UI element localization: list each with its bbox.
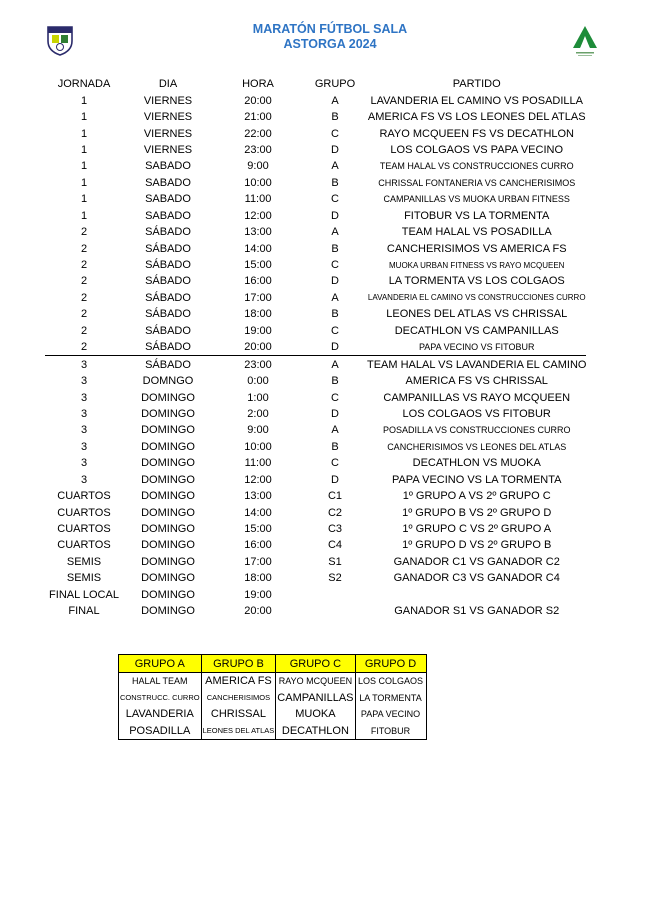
- grupo-cell: B: [331, 440, 339, 453]
- hora-cell: 10:00: [244, 440, 272, 453]
- dia-cell: VIERNES: [143, 111, 193, 124]
- partido-cell: 1º GRUPO B VS 2º GRUPO D: [402, 506, 552, 519]
- grupo-cell: A: [331, 160, 339, 173]
- jornada-cell: 2: [80, 275, 88, 288]
- table-row: [45, 472, 586, 488]
- group-team-cell: MUOKA: [276, 706, 355, 723]
- hora-cell: 1:00: [247, 391, 269, 404]
- grupo-cell: A: [331, 424, 339, 437]
- dia-cell: SÁBADO: [145, 291, 191, 304]
- hora-cell: 14:00: [244, 242, 272, 255]
- jornada-cell: 1: [80, 193, 88, 206]
- jornada-cell: 3: [80, 424, 88, 437]
- jornada-cell: 3: [80, 407, 88, 420]
- hora-cell: 9:00: [247, 424, 269, 437]
- group-team-cell: PAPA VECINO: [355, 706, 426, 723]
- jornada-cell: 2: [80, 341, 88, 354]
- table-row: [45, 455, 586, 471]
- dia-cell: DOMINGO: [141, 572, 195, 585]
- grupo-cell: [303, 587, 367, 603]
- grupo-cell: C: [331, 324, 339, 337]
- table-row: [45, 439, 586, 455]
- table-row: [45, 257, 586, 273]
- group-team-cell: FITOBUR: [355, 723, 426, 740]
- hora-cell: 2:00: [247, 407, 269, 420]
- dia-cell: SABADO: [145, 176, 191, 189]
- jornada-cell: 2: [80, 291, 88, 304]
- table-row: [45, 422, 586, 438]
- hora-cell: 20:00: [244, 94, 272, 107]
- grupo-cell: A: [331, 291, 339, 304]
- jornada-cell: 3: [80, 375, 88, 388]
- hora-cell: 16:00: [244, 539, 272, 552]
- dia-cell: SABADO: [145, 160, 191, 173]
- hora-cell: 15:00: [244, 523, 272, 536]
- col-jornada-header: JORNADA: [57, 78, 111, 91]
- jornada-cell: 2: [80, 242, 88, 255]
- jornada-cell: 1: [80, 143, 88, 156]
- group-team-cell: AMERICA FS: [201, 673, 276, 690]
- dia-cell: VIERNES: [143, 94, 193, 107]
- partido-cell: 1º GRUPO C VS 2º GRUPO A: [402, 523, 552, 536]
- partido-cell: MUOKA URBAN FITNESS VS RAYO MCQUEEN: [389, 260, 565, 270]
- groups-row: [119, 723, 427, 740]
- grupo-cell: D: [331, 473, 339, 486]
- partido-cell: TEAM HALAL VS LAVANDERIA EL CAMINO: [367, 356, 586, 373]
- table-row: [45, 521, 586, 537]
- jornada-cell: 2: [80, 324, 88, 337]
- hora-cell: 21:00: [244, 111, 272, 124]
- jornada-cell: 1: [80, 209, 88, 222]
- dia-cell: DOMINGO: [141, 555, 195, 568]
- hora-cell: 13:00: [244, 226, 272, 239]
- jornada-cell: 3: [45, 356, 123, 373]
- partido-cell: AMERICA FS VS LOS LEONES DEL ATLAS: [367, 111, 586, 124]
- grupo-cell: B: [331, 308, 339, 321]
- grupo-cell: D: [331, 407, 339, 420]
- groups-row: [119, 673, 427, 690]
- table-row: [45, 175, 586, 191]
- dia-cell: DOMINGO: [141, 506, 195, 519]
- grupo-cell: B: [331, 375, 339, 388]
- group-team-cell: RAYO MCQUEEN: [276, 673, 355, 690]
- jornada-cell: CUARTOS: [57, 539, 111, 552]
- grupo-cell: D: [331, 209, 339, 222]
- table-row: [45, 537, 586, 553]
- grupo-cell: C: [331, 391, 339, 404]
- grupo-cell: [303, 603, 367, 619]
- group-a-header: GRUPO A: [119, 655, 202, 673]
- table-row: [45, 191, 586, 207]
- group-team-cell: CHRISSAL: [201, 706, 276, 723]
- partido-cell: PAPA VECINO VS LA TORMENTA: [391, 473, 562, 486]
- grupo-cell: D: [331, 275, 339, 288]
- page-title: MARATÓN FÚTBOL SALA: [252, 22, 408, 36]
- grupo-cell: S1: [328, 555, 342, 568]
- jornada-cell: 1: [80, 127, 88, 140]
- dia-cell: DOMINGO: [141, 473, 195, 486]
- table-row: [45, 158, 586, 174]
- jornada-cell: 2: [80, 226, 88, 239]
- table-row: [45, 373, 586, 389]
- hora-cell: 19:00: [244, 324, 272, 337]
- group-team-cell: HALAL TEAM: [119, 673, 202, 690]
- grupo-cell: C2: [327, 506, 343, 519]
- jornada-cell: 3: [80, 473, 88, 486]
- jornada-cell: CUARTOS: [57, 490, 111, 503]
- group-d-header: GRUPO D: [355, 655, 426, 673]
- partido-cell: LOS COLGAOS VS FITOBUR: [402, 407, 551, 420]
- dia-cell: DOMINGO: [141, 457, 195, 470]
- partido-cell: TEAM HALAL VS POSADILLA: [401, 226, 552, 239]
- schedule-table: [45, 76, 586, 619]
- partido-cell: DECATHLON VS CAMPANILLAS: [394, 324, 559, 337]
- table-row: [45, 92, 586, 108]
- grupo-cell: A: [331, 94, 339, 107]
- hora-cell: 0:00: [247, 375, 269, 388]
- grupo-cell: B: [331, 176, 339, 189]
- groups-row: [119, 690, 427, 707]
- dia-cell: SÁBADO: [145, 259, 191, 272]
- grupo-cell: B: [331, 111, 339, 124]
- partido-cell: DECATHLON VS MUOKA: [412, 457, 541, 470]
- table-row: [45, 125, 586, 141]
- partido-cell: RAYO MCQUEEN FS VS DECATHLON: [379, 127, 574, 140]
- col-dia-header: DIA: [158, 78, 178, 91]
- hora-cell: 11:00: [244, 193, 272, 206]
- partido-cell: TEAM HALAL VS CONSTRUCCIONES CURRO: [379, 161, 574, 172]
- dia-cell: SABADO: [145, 209, 191, 222]
- table-row: [45, 356, 586, 373]
- col-grupo-header: GRUPO: [314, 78, 356, 91]
- grupo-cell: C: [331, 259, 339, 272]
- table-row: [45, 306, 586, 322]
- grupo-cell: A: [331, 226, 339, 239]
- jornada-cell: 1: [80, 111, 88, 124]
- hora-cell: 19:00: [244, 588, 272, 601]
- jornada-cell: SEMIS: [66, 555, 102, 568]
- group-team-cell: CONSTRUCC. CURRO: [119, 690, 202, 707]
- partido-cell: GANADOR S1 VS GANADOR S2: [394, 605, 560, 618]
- group-team-cell: DECATHLON: [276, 723, 355, 740]
- col-hora-header: HORA: [242, 78, 274, 91]
- hora-cell: 12:00: [244, 209, 272, 222]
- dia-cell: DOMINGO: [141, 523, 195, 536]
- table-row: [45, 339, 586, 356]
- groups-header-row: [119, 655, 427, 673]
- table-row: [45, 603, 586, 619]
- jornada-cell: 3: [80, 391, 88, 404]
- group-team-cell: CANCHERISIMOS: [201, 690, 276, 707]
- partido-cell: FITOBUR VS LA TORMENTA: [404, 209, 550, 222]
- hora-cell: 18:00: [244, 308, 272, 321]
- dia-cell: DOMINGO: [141, 391, 195, 404]
- partido-cell: CHRISSAL FONTANERIA VS CANCHERISIMOS: [378, 177, 576, 188]
- municipal-logo: [570, 24, 600, 60]
- hora-cell: 17:00: [244, 291, 272, 304]
- group-team-cell: LEONES DEL ATLAS: [201, 723, 276, 740]
- grupo-cell: D: [331, 341, 339, 354]
- hora-cell: 10:00: [244, 176, 272, 189]
- col-partido-header: PARTIDO: [452, 78, 501, 91]
- jornada-cell: 3: [80, 457, 88, 470]
- table-row: [45, 323, 586, 339]
- dia-cell: SÁBADO: [145, 275, 191, 288]
- hora-cell: 12:00: [244, 473, 272, 486]
- hora-cell: 20:00: [244, 605, 272, 618]
- table-row: [45, 273, 586, 289]
- groups-table: [118, 654, 427, 740]
- hora-cell: 18:00: [244, 572, 272, 585]
- group-b-header: GRUPO B: [201, 655, 276, 673]
- grupo-cell: B: [331, 242, 339, 255]
- page-subtitle: ASTORGA 2024: [283, 37, 377, 51]
- table-row: [45, 142, 586, 158]
- hora-cell: 9:00: [247, 160, 269, 173]
- dia-cell: DOMINGO: [141, 539, 195, 552]
- grupo-cell: S2: [328, 572, 342, 585]
- jornada-cell: 2: [80, 259, 88, 272]
- dia-cell: SÁBADO: [145, 341, 191, 354]
- grupo-cell: C4: [327, 539, 343, 552]
- dia-cell: VIERNES: [143, 143, 193, 156]
- partido-cell: LEONES DEL ATLAS VS CHRISSAL: [386, 308, 568, 321]
- table-row: [45, 224, 586, 240]
- group-team-cell: LAVANDERIA: [119, 706, 202, 723]
- table-row: [45, 406, 586, 422]
- jornada-cell: 1: [80, 94, 88, 107]
- table-row: [45, 109, 586, 125]
- dia-cell: DOMINGO: [141, 440, 195, 453]
- group-team-cell: LOS COLGAOS: [355, 673, 426, 690]
- grupo-cell: C: [331, 127, 339, 140]
- group-c-header: GRUPO C: [276, 655, 355, 673]
- hora-cell: 23:00: [244, 143, 272, 156]
- dia-cell: DOMINGO: [141, 605, 195, 618]
- partido-cell: 1º GRUPO A VS 2º GRUPO C: [402, 490, 551, 503]
- table-row: [45, 504, 586, 520]
- partido-cell: POSADILLA VS CONSTRUCCIONES CURRO: [382, 425, 571, 436]
- partido-cell: 1º GRUPO D VS 2º GRUPO B: [402, 539, 552, 552]
- table-row: [45, 290, 586, 306]
- dia-cell: VIERNES: [143, 127, 193, 140]
- table-row: [45, 554, 586, 570]
- dia-cell: SÁBADO: [145, 242, 191, 255]
- group-team-cell: POSADILLA: [119, 723, 202, 740]
- grupo-cell: C: [331, 457, 339, 470]
- table-row: [45, 587, 586, 603]
- jornada-cell: 1: [80, 160, 88, 173]
- jornada-cell: CUARTOS: [57, 523, 111, 536]
- hora-cell: 22:00: [244, 127, 272, 140]
- jornada-cell: 2: [80, 308, 88, 321]
- partido-cell: LOS COLGAOS VS PAPA VECINO: [390, 143, 564, 156]
- dia-cell: SABADO: [145, 193, 191, 206]
- dia-cell: SÁBADO: [145, 308, 191, 321]
- partido-cell: GANADOR C3 VS GANADOR C4: [393, 572, 560, 585]
- jornada-cell: 3: [80, 440, 88, 453]
- jornada-cell: 1: [80, 176, 88, 189]
- dia-cell: DOMINGO: [141, 407, 195, 420]
- dia-cell: SÁBADO: [145, 226, 191, 239]
- partido-cell: CAMPANILLAS VS RAYO MCQUEEN: [383, 391, 571, 404]
- table-row: [45, 570, 586, 586]
- dia-cell: DOMINGO: [141, 490, 195, 503]
- jornada-cell: FINAL LOCAL: [49, 588, 119, 601]
- grupo-cell: C3: [327, 523, 343, 536]
- partido-cell: CANCHERISIMOS VS AMERICA FS: [386, 242, 567, 255]
- grupo-cell: C: [331, 193, 339, 206]
- dia-cell: SÁBADO: [145, 324, 191, 337]
- partido-cell: CAMPANILLAS VS MUOKA URBAN FITNESS: [383, 194, 570, 205]
- partido-cell: LA TORMENTA VS LOS COLGAOS: [388, 275, 565, 288]
- hora-cell: 14:00: [244, 506, 272, 519]
- group-team-cell: LA TORMENTA: [355, 690, 426, 707]
- table-row: [45, 240, 586, 256]
- hora-cell: 15:00: [244, 259, 272, 272]
- dia-cell: DOMINGO: [141, 588, 195, 601]
- table-row: [45, 488, 586, 504]
- jornada-cell: SEMIS: [66, 572, 102, 585]
- dia-cell: DOMNGO: [142, 375, 194, 388]
- grupo-cell: A: [303, 356, 367, 373]
- dia-cell: SÁBADO: [123, 356, 213, 373]
- partido-cell: [367, 587, 586, 603]
- hora-cell: 23:00: [213, 356, 303, 373]
- hora-cell: 13:00: [244, 490, 272, 503]
- partido-cell: GANADOR C1 VS GANADOR C2: [393, 555, 560, 568]
- hora-cell: 16:00: [244, 275, 272, 288]
- partido-cell: PAPA VECINO VS FITOBUR: [418, 342, 535, 353]
- table-row: [45, 208, 586, 224]
- schedule-header-row: [45, 76, 586, 92]
- jornada-cell: CUARTOS: [57, 506, 111, 519]
- hora-cell: 11:00: [244, 457, 272, 470]
- table-row: [45, 389, 586, 405]
- grupo-cell: C1: [327, 490, 343, 503]
- partido-cell: CANCHERISIMOS VS LEONES DEL ATLAS: [387, 441, 567, 452]
- hora-cell: 17:00: [244, 555, 272, 568]
- grupo-cell: D: [331, 143, 339, 156]
- partido-cell: LAVANDERIA EL CAMINO VS POSADILLA: [370, 94, 583, 107]
- groups-row: [119, 706, 427, 723]
- hora-cell: 20:00: [244, 341, 272, 354]
- dia-cell: DOMINGO: [141, 424, 195, 437]
- partido-cell: LAVANDERIA EL CAMINO VS CONSTRUCCIONES CURRO: [367, 293, 586, 303]
- jornada-cell: FINAL: [68, 605, 100, 618]
- group-team-cell: CAMPANILLAS: [276, 690, 355, 707]
- partido-cell: AMERICA FS VS CHRISSAL: [405, 375, 548, 388]
